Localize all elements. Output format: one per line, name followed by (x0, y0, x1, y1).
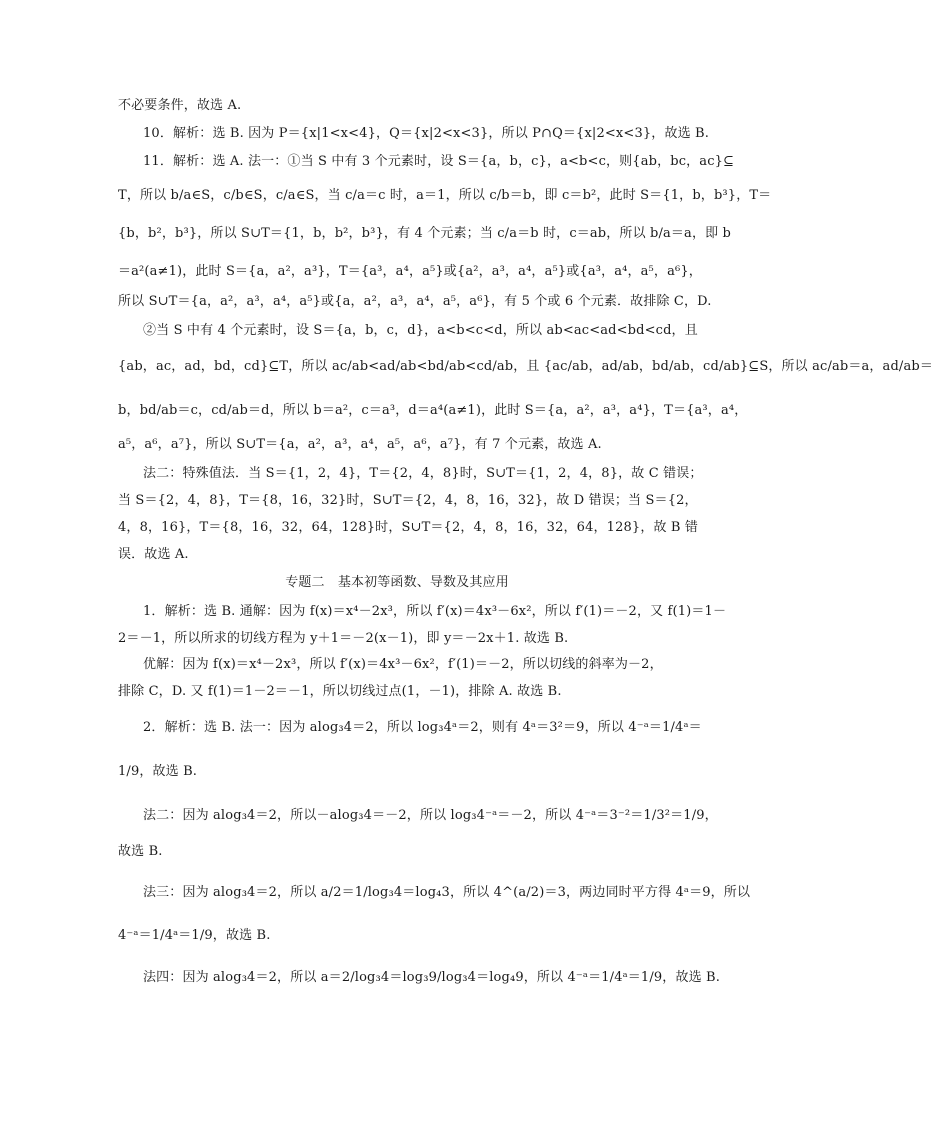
answer-1: 1．解析：选 B. 通解：因为 f(x)＝x⁴－2x³，所以 f′(x)＝4x³－6x²，所以 f′(1)＝－2，又 f(1)＝1－ (143, 604, 727, 619)
text-line: b，bd/ab＝c，cd/ab＝d，所以 b＝a²，c＝a³，d＝a⁴(a≠1)，此时 S＝{a，a²，a³，a⁴}，T＝{a³，a⁴， (118, 403, 748, 418)
text-line: 4，8，16}，T＝{8，16，32，64，128}时，S∪T＝{2，4，8，16，32，64，128}，故 B 错 (118, 520, 699, 535)
answer-11: 11．解析：选 A. 法一：①当 S 中有 3 个元素时，设 S＝{a，b，c}，a<b<c，则{ab，bc，ac}⊆ (143, 154, 735, 169)
text-line: 故选 B. (118, 844, 163, 859)
method-four: 法四：因为 alog₃4＝2，所以 a＝2/log₃4＝log₃9/log₃4＝log₄9，所以 4⁻ᵃ＝1/4ᵃ＝1/9，故选 B. (143, 970, 721, 985)
text-line: ②当 S 中有 4 个元素时，设 S＝{a，b，c，d}，a<b<c<d，所以 ab<ac<ad<bd<cd，且 (143, 323, 698, 338)
answer-10: 10．解析：选 B. 因为 P＝{x|1<x<4}，Q＝{x|2<x<3}，所以 P∩Q＝{x|2<x<3}，故选 B. (143, 126, 710, 141)
text-line: 所以 S∪T＝{a，a²，a³，a⁴，a⁵}或{a，a²，a³，a⁴，a⁵，a⁶}，有 5 个或 6 个元素．故排除 C，D. (118, 294, 712, 309)
method-three: 法三：因为 alog₃4＝2，所以 a/2＝1/log₃4＝log₄3，所以 4^(a/2)＝3，两边同时平方得 4ᵃ＝9，所以 (143, 885, 751, 900)
text-line: a⁵，a⁶，a⁷}，所以 S∪T＝{a，a²，a³，a⁴，a⁵，a⁶，a⁷}，有 7 个元素，故选 A. (118, 437, 602, 452)
text-line: 优解：因为 f(x)＝x⁴－2x³，所以 f′(x)＝4x³－6x²，f′(1)＝－2，所以切线的斜率为－2， (143, 657, 663, 672)
text-line: {ab，ac，ad，bd，cd}⊆T，所以 ac/ab<ad/ab<bd/ab<cd/ab，且 {ac/ab，ad/ab，bd/ab，cd/ab}⊆S，所以 ac/ab＝a，ad/ab＝ (118, 359, 933, 374)
method-two: 法二：特殊值法．当 S＝{1，2，4}，T＝{2，4，8}时，S∪T＝{1，2，4，8}，故 C 错误； (143, 466, 703, 481)
answer-2: 2．解析：选 B. 法一：因为 alog₃4＝2，所以 log₃4ᵃ＝2，则有 4ᵃ＝3²＝9，所以 4⁻ᵃ＝1/4ᵃ＝ (143, 720, 702, 735)
text-line: 排除 C，D. 又 f(1)＝1－2＝－1，所以切线过点(1，－1)，排除 A. 故选 B. (118, 684, 562, 699)
text-line: T，所以 b/a∈S，c/b∈S，c/a∈S，当 c/a＝c 时，a＝1，所以 c/b＝b，即 c＝b²，此时 S＝{1，b，b³}，T＝ (118, 188, 772, 203)
section-title: 专题二 基本初等函数、导数及其应用 (285, 575, 509, 590)
text-line: 2＝－1，所以所求的切线方程为 y＋1＝－2(x－1)，即 y＝－2x＋1. 故选 B. (118, 631, 569, 646)
text-line: 1/9，故选 B. (118, 764, 198, 779)
method-two: 法二：因为 alog₃4＝2，所以－alog₃4＝－2，所以 log₃4⁻ᵃ＝－2，所以 4⁻ᵃ＝3⁻²＝1/3²＝1/9， (143, 808, 718, 823)
text-line: ＝a²(a≠1)，此时 S＝{a，a²，a³}，T＝{a³，a⁴，a⁵}或{a²，a³，a⁴，a⁵}或{a³，a⁴，a⁵，a⁶}， (118, 264, 702, 279)
text-line: {b，b²，b³}，所以 S∪T＝{1，b，b²，b³}，有 4 个元素；当 c/a＝b 时，c＝ab，所以 b/a＝a，即 b (118, 226, 732, 241)
text-line: 当 S＝{2，4，8}，T＝{8，16，32}时，S∪T＝{2，4，8，16，32}，故 D 错误；当 S＝{2， (118, 493, 698, 508)
text-line: 4⁻ᵃ＝1/4ᵃ＝1/9，故选 B. (118, 928, 271, 943)
text-line: 误．故选 A. (118, 547, 189, 562)
text-line: 不必要条件，故选 A. (118, 98, 242, 113)
